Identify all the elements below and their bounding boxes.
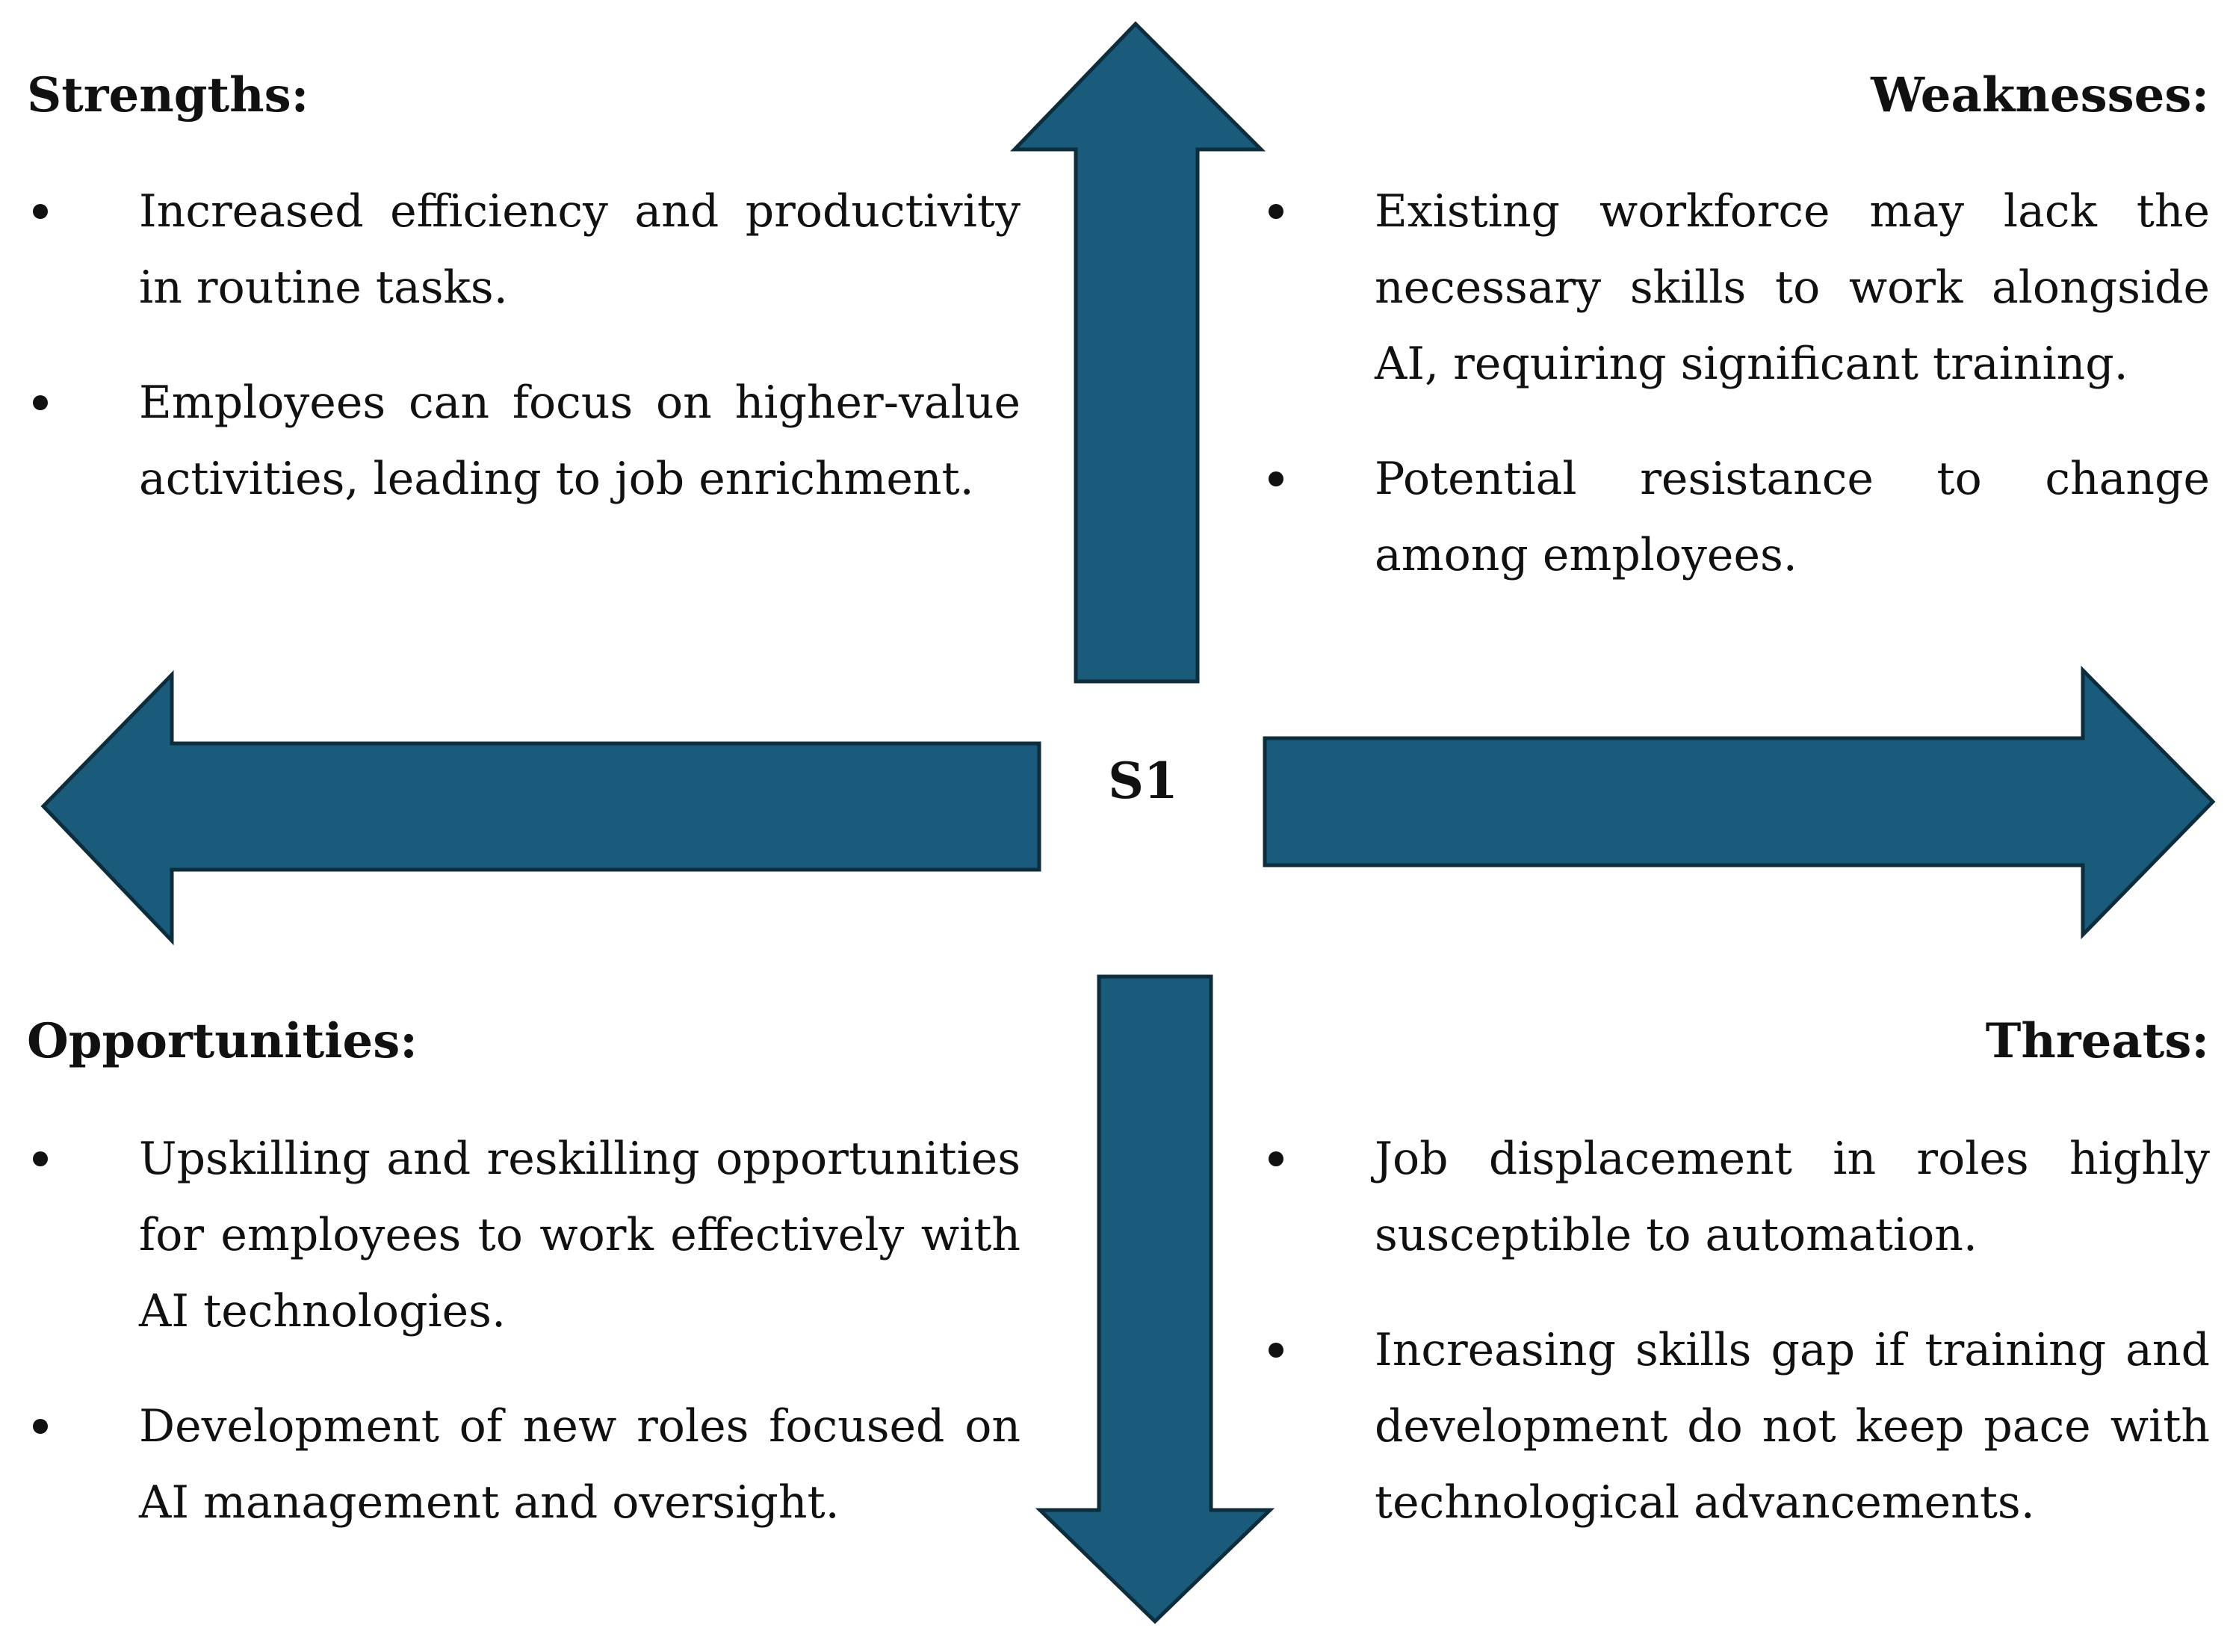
threats-list (1263, 1121, 2210, 1580)
weaknesses-item: Existing workforce may lack the necessary skills to work alongside AI, requiring significant training. (1263, 173, 2210, 402)
weaknesses-heading: Weaknesses: (1871, 67, 2209, 123)
opportunities-item: Development of new roles focused on AI management and oversight. (27, 1388, 1021, 1541)
opportunities-list (27, 1121, 1021, 1580)
left-arrow (43, 675, 1039, 941)
threats-item: Increasing skills gap if training and development do not keep pace with technological advancements. (1263, 1312, 2210, 1541)
bullet-icon (33, 204, 48, 219)
bullet-icon (1269, 1343, 1283, 1358)
right-arrow (1265, 670, 2213, 935)
bullet-icon (1269, 204, 1283, 219)
up-arrow (1015, 24, 1261, 681)
bullet-icon (33, 1419, 48, 1434)
strengths-item: Increased efficiency and productivity in routine tasks. (27, 173, 1021, 326)
bullet-icon (1269, 1151, 1283, 1166)
opportunities-item: Upskilling and reskilling opportunities for employees to work effectively with AI technologies. (27, 1121, 1021, 1349)
weaknesses-item: Potential resistance to change among employees. (1263, 441, 2210, 593)
strengths-heading: Strengths: (27, 67, 309, 123)
bullet-icon (33, 395, 48, 410)
threats-item: Job displacement in roles highly susceptible to automation. (1263, 1121, 2210, 1273)
strengths-list (27, 173, 1021, 556)
opportunities-heading: Opportunities: (27, 1013, 418, 1069)
bullet-icon (1269, 471, 1283, 486)
center-label: S1 (1108, 752, 1178, 810)
threats-heading: Threats: (1985, 1013, 2209, 1069)
bullet-icon (33, 1151, 48, 1166)
down-arrow (1040, 977, 1270, 1621)
strengths-item: Employees can focus on higher-value activities, leading to job enrichment. (27, 365, 1021, 517)
weaknesses-list (1263, 173, 2210, 632)
